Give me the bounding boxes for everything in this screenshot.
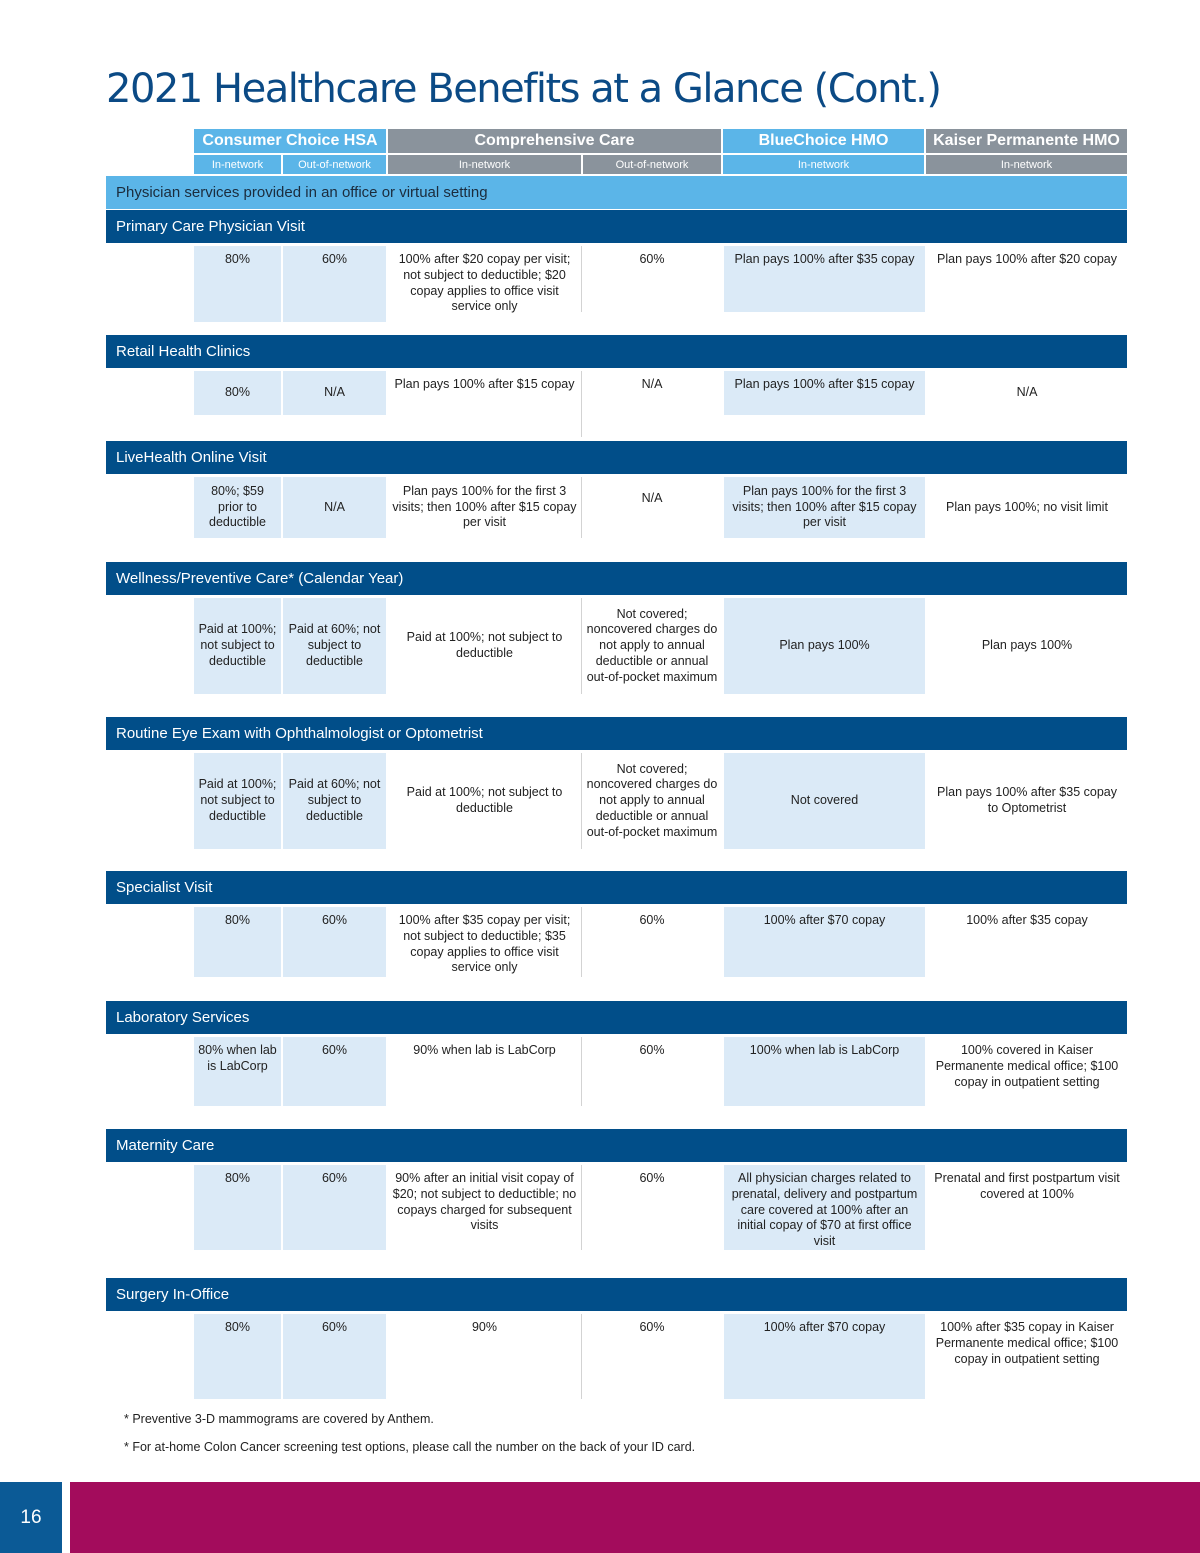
plan-header-bluechoice-hmo: BlueChoice HMO: [723, 129, 924, 153]
cell-comprehensive-out: 60%: [639, 913, 665, 927]
network-header-bluechoice-in: In-network: [723, 155, 924, 174]
cell-comprehensive-in: 90% after an initial visit copay of $20; not subject to deductible; no copays charged for subsequent visits: [388, 1165, 582, 1250]
cell-comprehensive-out: N/A: [641, 377, 663, 391]
cell-comprehensive-out: 60%: [639, 252, 665, 266]
cell-comprehensive-in: 100% after $35 copay per visit; not subject to deductible; $35 copay applies to office visit service only: [388, 907, 582, 977]
network-header-comprehensive-out: Out-of-network: [583, 155, 721, 174]
network-header-comprehensive-in: In-network: [388, 155, 581, 174]
benefit-row-retail-health-clinics: [106, 335, 1127, 400]
benefit-row-surgery-in-office: [106, 1278, 1127, 1366]
benefit-row-specialist-visit: [106, 871, 1127, 975]
cell-comprehensive-in: Paid at 100%; not subject to deductible: [388, 598, 582, 694]
cell-hsa-out: 60%: [283, 1037, 386, 1106]
cell-hsa-out: Paid at 60%; not subject to deductible: [283, 598, 386, 694]
cell-kaiser-in: Plan pays 100%; no visit limit: [946, 499, 1108, 514]
benefit-row-title: Laboratory Services: [106, 1001, 1127, 1034]
cell-hsa-out: Paid at 60%; not subject to deductible: [283, 753, 386, 849]
cell-bluechoice-in: 100% after $70 copay: [724, 907, 925, 977]
cell-comprehensive-out: Not covered; noncovered charges do not apply to annual deductible or annual out-of-pocket maximum: [586, 606, 718, 684]
plan-header-kaiser-permanente-hmo: Kaiser Permanente HMO: [926, 129, 1127, 153]
cell-hsa-in: 80%; $59 prior to deductible: [194, 477, 281, 538]
cell-hsa-in: 80%: [194, 907, 281, 977]
cell-bluechoice-in: 100% when lab is LabCorp: [724, 1037, 925, 1106]
cell-comprehensive-in: Plan pays 100% for the first 3 visits; then 100% after $15 copay per visit: [388, 477, 582, 538]
cell-hsa-out: N/A: [283, 371, 386, 415]
network-header-kaiser-in: In-network: [926, 155, 1127, 174]
benefit-row-primary-care: [106, 210, 1127, 314]
cell-hsa-out: N/A: [283, 477, 386, 538]
network-header-hsa-out: Out-of-network: [283, 155, 386, 174]
cell-hsa-in: 80%: [194, 246, 281, 322]
cell-bluechoice-in: Plan pays 100% after $35 copay: [724, 246, 925, 312]
cell-hsa-in: Paid at 100%; not subject to deductible: [194, 753, 281, 849]
benefit-row-wellness-preventive: [106, 562, 1127, 684]
plan-header-consumer-choice-hsa: Consumer Choice HSA: [194, 129, 386, 153]
cell-hsa-in: 80% when lab is LabCorp: [194, 1037, 281, 1106]
cell-comprehensive-out: 60%: [639, 1043, 665, 1057]
page-number: 16: [0, 1482, 62, 1553]
cell-bluechoice-in: 100% after $70 copay: [724, 1314, 925, 1399]
cell-comprehensive-out: 60%: [639, 1320, 665, 1334]
benefit-row-title: Surgery In-Office: [106, 1278, 1127, 1311]
cell-kaiser-in: 100% after $35 copay in Kaiser Permanente medical office; $100 copay in outpatient setting: [935, 1320, 1119, 1366]
benefit-row-laboratory-services: [106, 1001, 1127, 1089]
cell-hsa-out: 60%: [283, 246, 386, 322]
benefit-row-title: Retail Health Clinics: [106, 335, 1127, 368]
cell-hsa-out: 60%: [283, 1165, 386, 1250]
cell-bluechoice-in: Plan pays 100%: [724, 598, 925, 694]
cell-hsa-out: 60%: [283, 1314, 386, 1399]
footnote-mammograms: * Preventive 3-D mammograms are covered by Anthem.: [124, 1412, 434, 1426]
cell-kaiser-in: Prenatal and first postpartum visit covered at 100%: [934, 1171, 1120, 1201]
category-band: Physician services provided in an office or virtual setting: [106, 176, 1127, 209]
page-title: 2021 Healthcare Benefits at a Glance (Cont.): [106, 66, 941, 112]
cell-comprehensive-out: N/A: [641, 491, 663, 506]
cell-hsa-in: 80%: [194, 1165, 281, 1250]
benefit-row-title: Primary Care Physician Visit: [106, 210, 1127, 243]
plan-header-comprehensive-care: Comprehensive Care: [388, 129, 721, 153]
cell-comprehensive-in: 90%: [388, 1314, 582, 1399]
cell-comprehensive-in: Paid at 100%; not subject to deductible: [388, 753, 582, 849]
cell-kaiser-in: N/A: [1016, 385, 1038, 400]
cell-comprehensive-in: 100% after $20 copay per visit; not subject to deductible; $20 copay applies to office visit service only: [388, 246, 582, 312]
benefit-row-title: Wellness/Preventive Care* (Calendar Year): [106, 562, 1127, 595]
benefit-row-title: Specialist Visit: [106, 871, 1127, 904]
benefit-row-title: LiveHealth Online Visit: [106, 441, 1127, 474]
cell-kaiser-in: Plan pays 100% after $20 copay: [937, 252, 1117, 266]
cell-bluechoice-in: Plan pays 100% for the first 3 visits; then 100% after $15 copay per visit: [724, 477, 925, 538]
footer-bar: [70, 1482, 1200, 1553]
cell-comprehensive-in: Plan pays 100% after $15 copay: [388, 371, 582, 437]
cell-bluechoice-in: Plan pays 100% after $15 copay: [724, 371, 925, 415]
cell-hsa-in: Paid at 100%; not subject to deductible: [194, 598, 281, 694]
cell-bluechoice-in: All physician charges related to prenatal, delivery and postpartum care covered at 100% after an initial copay of $70 at first office visit: [724, 1165, 925, 1250]
cell-hsa-out: 60%: [283, 907, 386, 977]
cell-kaiser-in: Plan pays 100%: [981, 638, 1073, 653]
cell-comprehensive-out: 60%: [639, 1171, 665, 1185]
cell-comprehensive-out: Not covered; noncovered charges do not apply to annual deductible or annual out-of-pocket maximum: [586, 761, 718, 839]
cell-bluechoice-in: Not covered: [724, 753, 925, 849]
cell-comprehensive-in: 90% when lab is LabCorp: [388, 1037, 582, 1106]
benefit-row-livehealth-online: [106, 441, 1127, 530]
cell-kaiser-in: 100% after $35 copay: [966, 913, 1088, 927]
footnote-colon-cancer: * For at-home Colon Cancer screening test options, please call the number on the back of your ID card.: [124, 1440, 696, 1454]
cell-kaiser-in: 100% covered in Kaiser Permanente medical office; $100 copay in outpatient setting: [935, 1043, 1119, 1089]
cell-hsa-in: 80%: [194, 1314, 281, 1399]
benefit-row-title: Routine Eye Exam with Ophthalmologist or Optometrist: [106, 717, 1127, 750]
benefit-row-title: Maternity Care: [106, 1129, 1127, 1162]
cell-kaiser-in: Plan pays 100% after $35 copay to Optometrist: [937, 785, 1117, 815]
benefit-row-maternity-care: [106, 1129, 1127, 1249]
cell-hsa-in: 80%: [194, 371, 281, 415]
benefit-row-routine-eye-exam: [106, 717, 1127, 839]
network-header-hsa-in: In-network: [194, 155, 281, 174]
